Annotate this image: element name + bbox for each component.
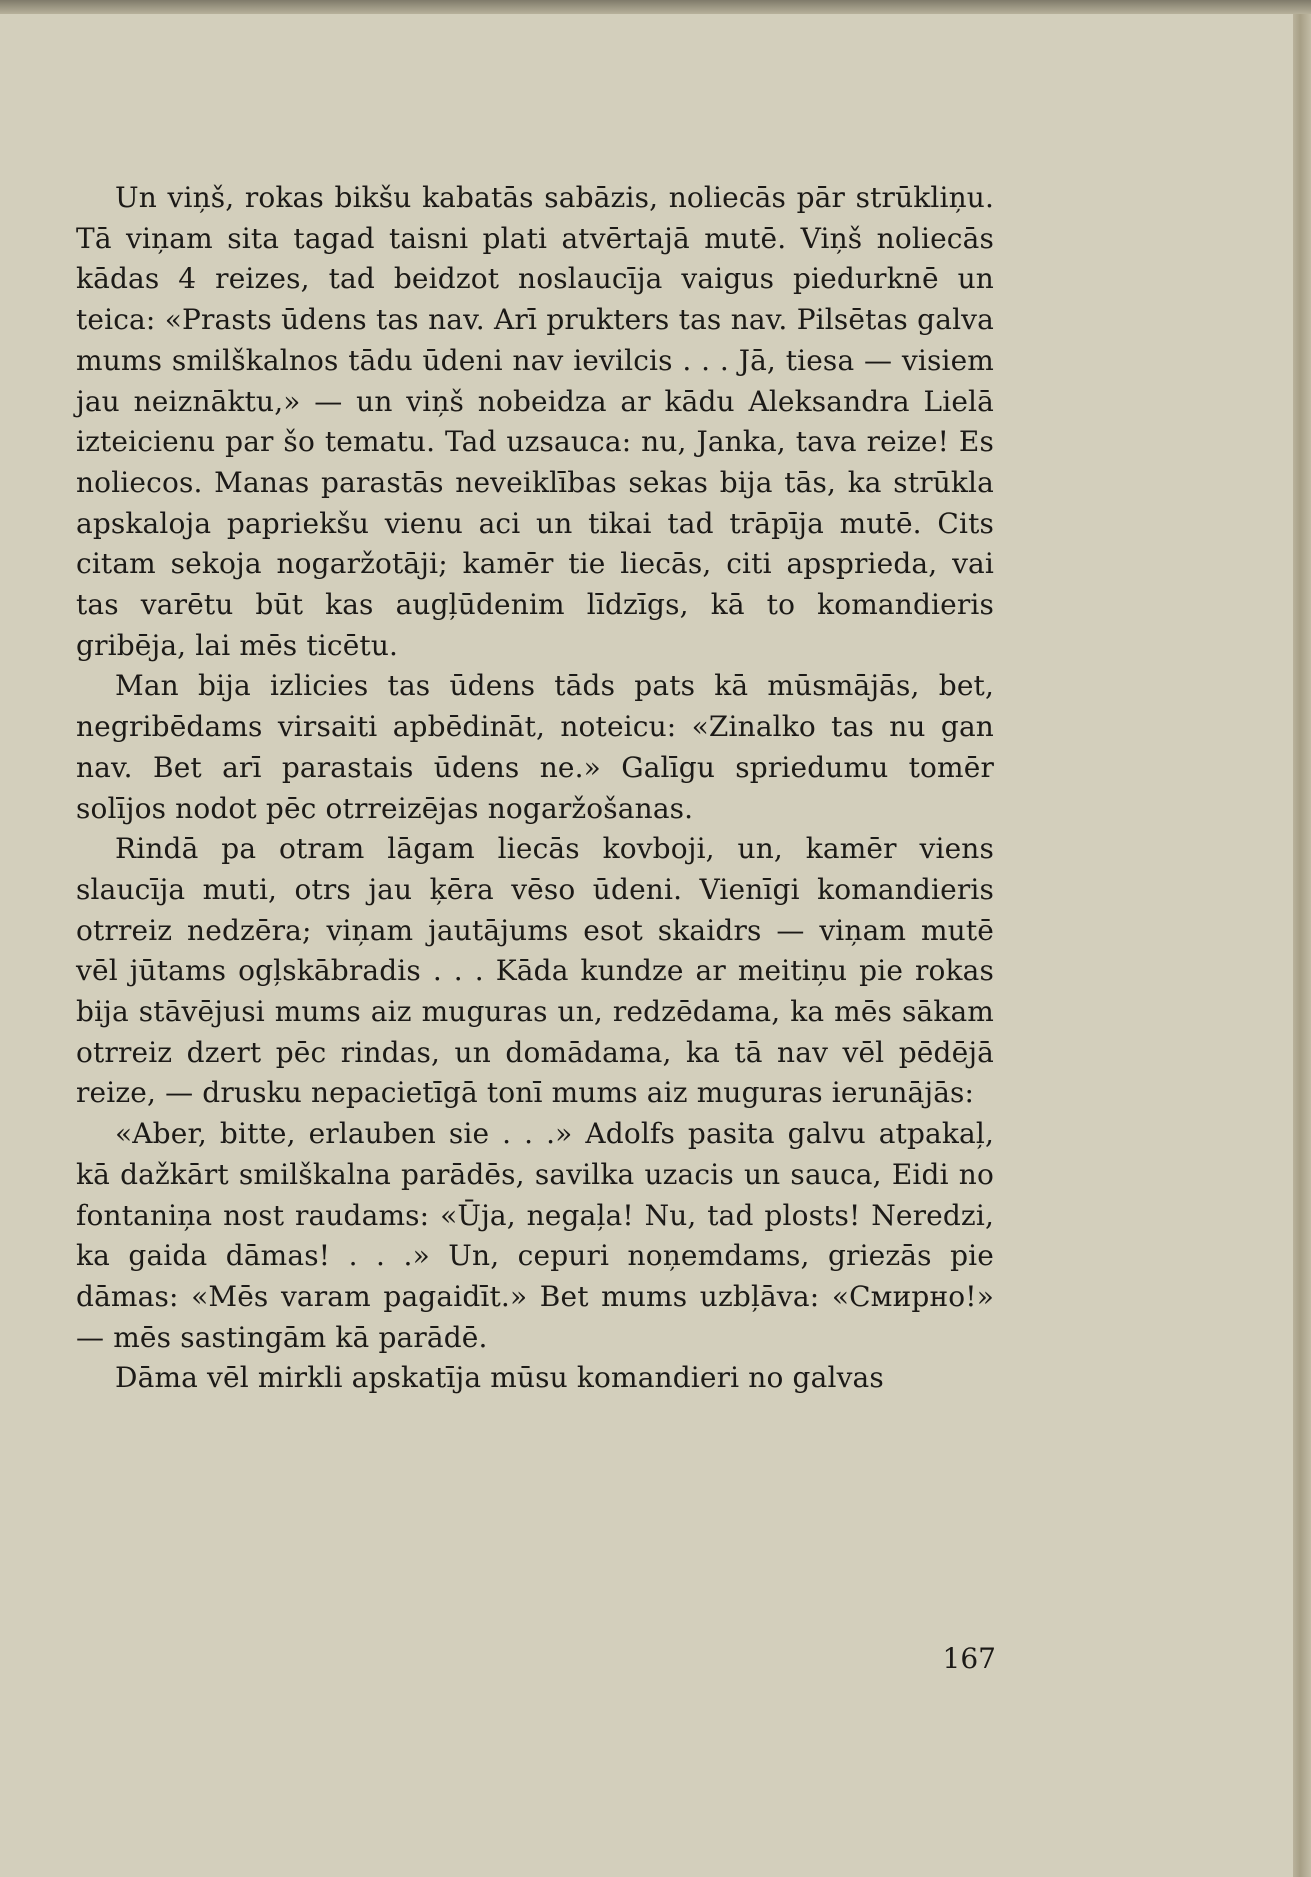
body-text [76,178,994,1399]
page-top-edge [0,0,1311,14]
paragraph-5: Dāma vēl mirkli apskatīja mūsu komandieri no galvas [115,1361,884,1395]
paragraph-4: «Aber, bitte, erlauben sie . . .» Adolfs pasita galvu atpakaļ, kā dažkārt smilškalna parādēs, savilka uzacis un sauca, Eidi no fontaniņa nost raudams: «Ūja, negaļa! Nu, tad plosts! Neredzi, ka gaida dāmas! . . .» Un, cepuri noņemdams, griezās pie dāmas: «Mēs varam pagaidīt.» Bet mums uzbļāva: «Смирно!» — mēs sastingām kā parādē. [76,1117,994,1354]
paragraph-3: Rindā pa otram lāgam liecās kovboji, un, kamēr viens slaucīja muti, otrs jau ķēra vēso ūdeni. Vienīgi komandieris otrreiz nedzēra; viņam jautājums esot skaidrs — viņam mutē vēl jūtams ogļskābradis . . . Kāda kundze ar meitiņu pie rokas bija stāvējusi mums aiz muguras un, redzēdama, ka mēs sākam otrreiz dzert pēc rindas, un domādama, ka tā nav vēl pēdējā reize, — drusku nepacietīgā tonī mums aiz muguras ierunājās: [76,832,994,1110]
paragraph-1: Un viņš, rokas bikšu kabatās sabāzis, noliecās pār strūkliņu. Tā viņam sita tagad taisni plati atvērtajā mutē. Viņš noliecās kādas 4 reizes, tad beidzot noslaucīja vaigus piedurknē un teica: «Prasts ūdens tas nav. Arī prukters tas nav. Pilsētas galva mums smilškalnos tādu ūdeni nav ievilcis . . . Jā, tiesa — visiem jau neiznāktu,» — un viņš nobeidza ar kādu Aleksandra Lielā izteicienu par šo tematu. Tad uzsauca: nu, Janka, tava reize! Es noliecos. Manas parastās neveiklības sekas bija tās, ka strūkla apskaloja papriekšu vienu aci un tikai tad trāpīja mutē. Cits citam sekoja nogaržotāji; kamēr tie liecās, citi apsprieda, vai tas varētu būt kas augļūdenim līdzīgs, kā to komandieris gribēja, lai mēs ticētu. [76,181,994,662]
page-number: 167 [942,1642,996,1675]
paragraph-2: Man bija izlicies tas ūdens tāds pats kā mūsmājās, bet, negribēdams virsaiti apbēdināt, noteicu: «Zinalko tas nu gan nav. Bet arī parastais ūdens ne.» Galīgu spriedumu tomēr solījos nodot pēc otrreizējas nogaržošanas. [76,669,994,825]
page-right-edge [1293,14,1311,1877]
